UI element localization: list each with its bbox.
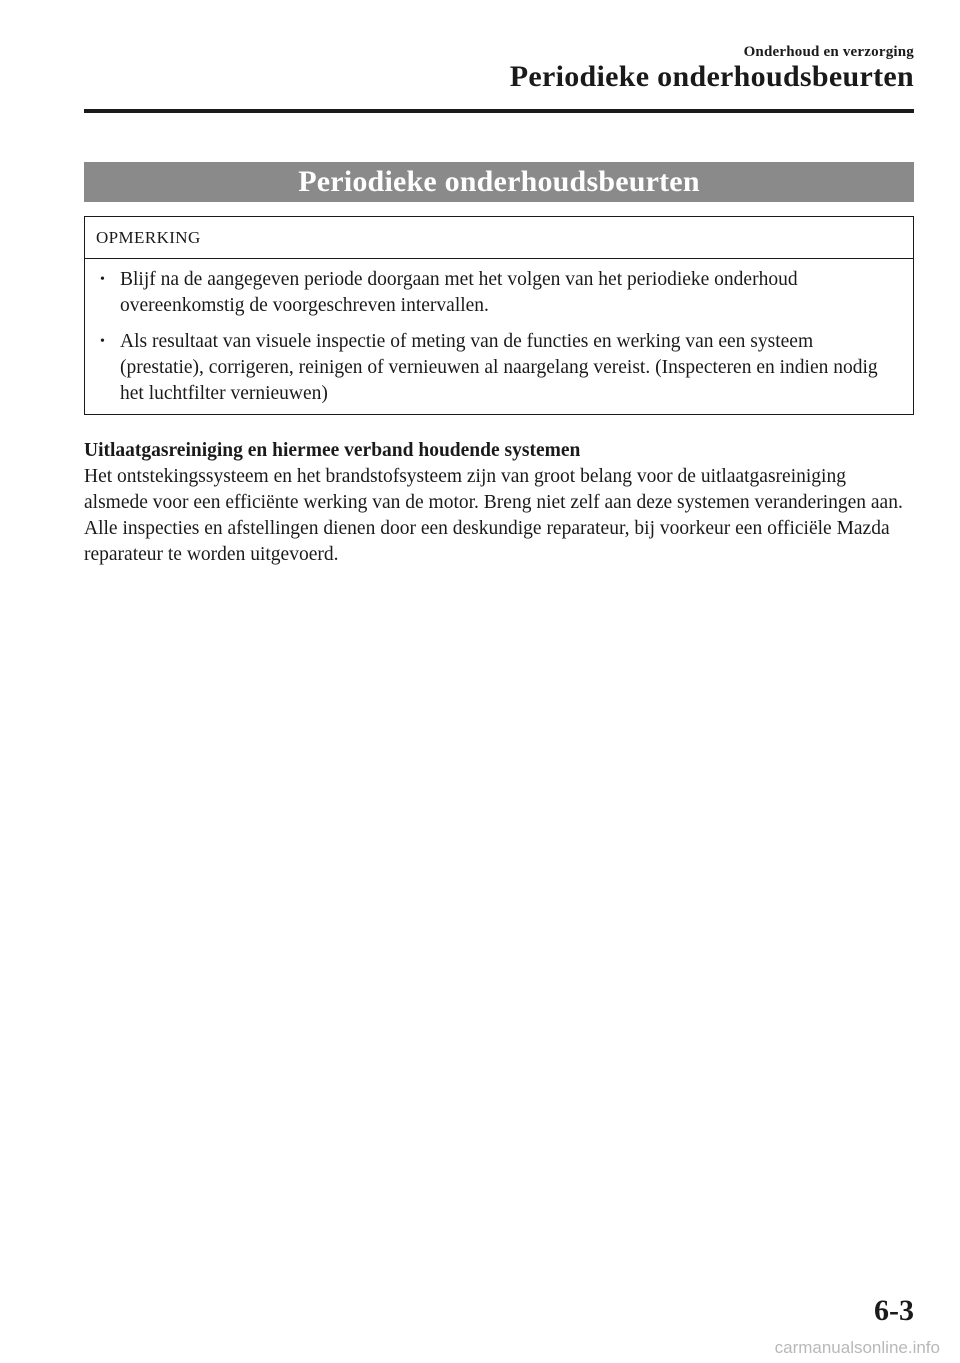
section-banner — [84, 162, 914, 202]
note-item-text: Blijf na de aangegeven periode doorgaan met het volgen van het periodieke onderhoud overeenkomstig de voorgeschreven intervallen. — [120, 269, 798, 316]
note-item — [85, 267, 913, 319]
note-label: OPMERKING — [85, 217, 913, 259]
note-list — [85, 259, 913, 407]
page-header-title: Periodieke onderhoudsbeurten — [509, 60, 914, 93]
note-item-text: Als resultaat van visuele inspectie of meting van de functies en werking van een systeem (prestatie), corrigeren, reinigen of vernieuwen al naargelang vereist. (Inspecteren en indien nodig het luchtfilter vernieuwen) — [120, 331, 878, 404]
body-heading: Uitlaatgasreiniging en hiermee verband houdende systemen — [84, 440, 581, 461]
chapter-title: Onderhoud en verzorging — [743, 44, 914, 60]
bullet-icon: • — [100, 272, 105, 287]
body-paragraph: Het ontstekingssysteem en het brandstofsysteem zijn van groot belang voor de uitlaatgasreiniging alsmede voor een efficiënte werking van de motor. Breng niet zelf aan deze systemen veranderingen aan. — [84, 466, 903, 513]
note-box — [84, 216, 914, 415]
page-number: 6-3 — [874, 1294, 914, 1327]
header-divider — [84, 109, 914, 113]
section-title: Periodieke onderhoudsbeurten — [298, 165, 700, 198]
bullet-icon: • — [100, 334, 105, 349]
body-paragraph: Alle inspecties en afstellingen dienen door een deskundige reparateur, bij voorkeur een officiële Mazda reparateur te worden uitgevoerd. — [84, 518, 890, 565]
watermark: carmanualsonline.info — [774, 1338, 940, 1357]
body-section — [84, 438, 914, 568]
note-item — [85, 329, 913, 407]
